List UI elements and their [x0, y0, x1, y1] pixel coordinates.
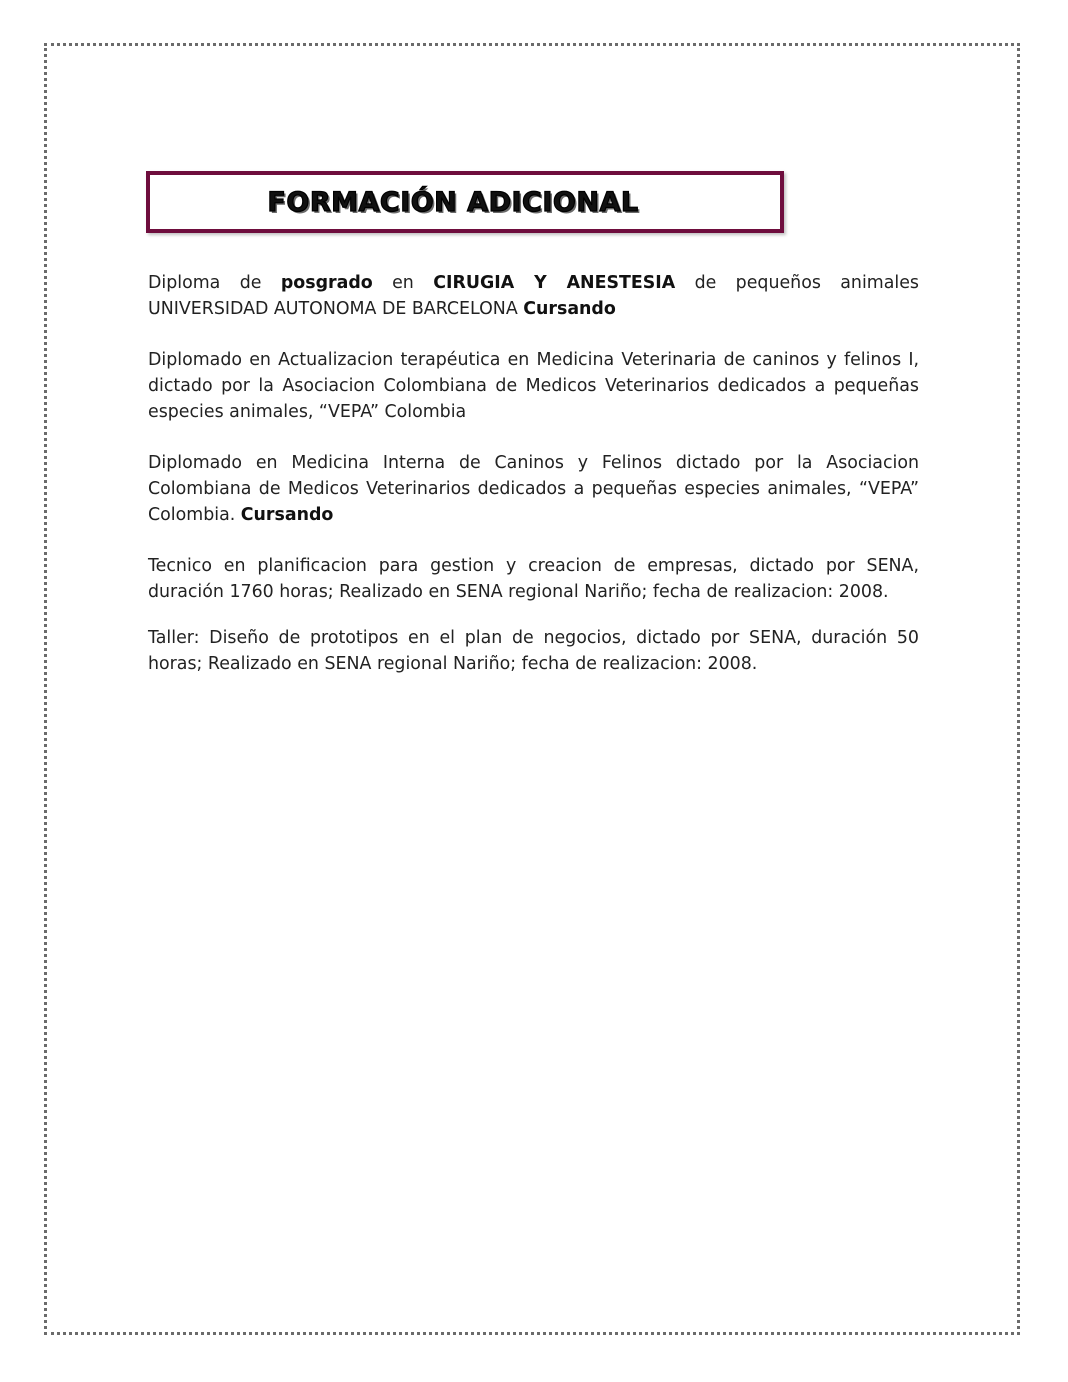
- entry-text: en: [372, 273, 434, 293]
- section-title-box: [146, 171, 784, 233]
- section-title: FORMACIÓN ADICIONAL: [267, 186, 639, 218]
- training-entry-prototypes-workshop: [148, 625, 919, 677]
- entry-text: Diplomado en Actualizacion terapéutica en Medicina Veterinaria de caninos y felinos I, dictado por la Asociacion Colombiana de Medicos Veterinarios dedicados a pequeñas especies animales, “VEPA” Colombia: [148, 350, 919, 422]
- training-entry-internal-medicine: [148, 450, 919, 528]
- training-entry-therapeutics: [148, 347, 919, 425]
- entry-text: de pequeños animales UNIVERSIDAD AUTONOMA DE BARCELONA: [148, 273, 919, 319]
- training-entry-postgrad: [148, 270, 919, 322]
- entry-text: Diploma de: [148, 273, 281, 293]
- page-border: [44, 43, 1020, 1335]
- additional-training-list: [148, 270, 919, 677]
- entry-status: Cursando: [240, 505, 334, 525]
- entry-bold-text: posgrado: [280, 273, 373, 293]
- entry-status: Cursando: [523, 299, 616, 319]
- training-entry-business-planning: [148, 553, 919, 605]
- entry-text: Tecnico en planificacion para gestion y creacion de empresas, dictado por SENA, duración 1760 horas; Realizado en SENA regional Nariño; fecha de realizacion: 2008.: [148, 556, 919, 602]
- entry-bold-text: CIRUGIA Y ANESTESIA: [433, 273, 676, 293]
- entry-text: Diplomado en Medicina Interna de Caninos y Felinos dictado por la Asociacion Colombiana de Medicos Veterinarios dedicados a pequeñas especies animales, “VEPA” Colombia.: [148, 453, 919, 525]
- entry-text: Taller: Diseño de prototipos en el plan de negocios, dictado por SENA, duración 50 horas; Realizado en SENA regional Nariño; fecha de realizacion: 2008.: [148, 628, 919, 674]
